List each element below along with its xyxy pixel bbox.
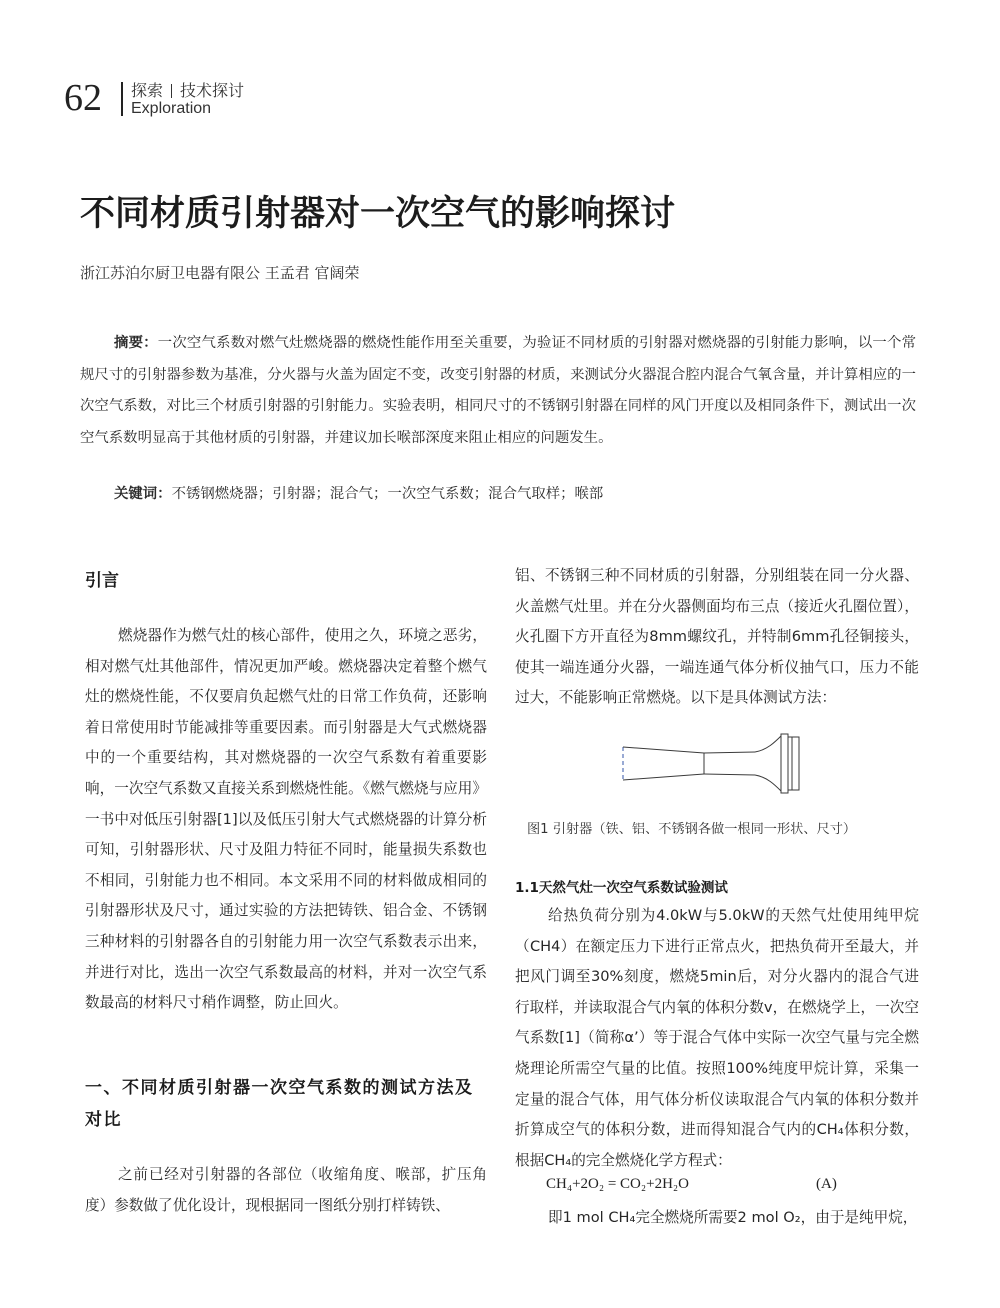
abstract-label: 摘要： xyxy=(114,335,158,351)
ejector-figure xyxy=(617,728,807,798)
keywords xyxy=(114,482,914,506)
subsection-body xyxy=(515,901,919,1176)
header-section-label: 探索 xyxy=(131,81,164,100)
section1-body xyxy=(85,1160,487,1221)
equation-tag: (A) xyxy=(816,1176,837,1192)
abstract-text: 一次空气系数对燃气灶燃烧器的燃烧性能作用至关重要，为验证不同材质的引射器对燃烧器的引射能力影响，以一个常规尺寸的引射器参数为基准，分火器与火盖为固定不变，改变引射器的材质，来测试分火器混合腔内混合气氧含量，并计算相应的一次空气系数，对比三个材质引射器的引射能力。实验表明，相同尺寸的不锈钢引射器在同样的风门开度以及相同条件下，测试出一次空气系数明显高于其他材质的引射器，并建议加长喉部深度来阻止相应的问题发生。 xyxy=(80,335,916,446)
chemical-equation: CH₄+2O₂ = CO₂+2H₂O xyxy=(546,1176,689,1192)
header-section-en: Exploration xyxy=(131,100,212,117)
article-authors: 浙江苏泊尔厨卫电器有限公 王孟君 官阔荣 xyxy=(80,264,360,282)
keywords-label: 关键词： xyxy=(114,486,172,502)
intro-heading: 引言 xyxy=(85,571,119,591)
header-section xyxy=(131,78,244,101)
continued-paragraph: 铝、不锈钢三种不同材质的引射器，分别组装在同一分火器、火盖燃气灶里。并在分火器侧面均布三点（接近火孔圈位置），火孔圈下方开直径为8mm螺纹孔，并特制6mm孔径铜接头，使其一端连通分火器，一端连通气体分析仪抽气口，压力不能过大，不能影响正常燃烧。以下是具体测试方法： xyxy=(515,567,919,707)
page-number: 62 xyxy=(64,77,102,119)
figure-caption: 图1 引射器（铁、铝、不锈钢各做一根同一形状、尺寸） xyxy=(527,822,857,837)
header-separator xyxy=(171,84,172,98)
section1-paragraph: 之前已经对引射器的各部位（收缩角度、喉部，扩压角度）参数做了优化设计，现根据同一图纸分别打样铸铁、 xyxy=(85,1166,487,1214)
intro-paragraph: 燃烧器作为燃气灶的核心部件，使用之久，环境之恶劣，相对燃气灶其他部件，情况更加严峻。燃烧器决定着整个燃气灶的燃烧性能，不仅要肩负起燃气灶的日常工作负荷，还影响着日常使用时节能减排等重要因素。而引射器是大气式燃烧器中的一个重要结构，其对燃烧器的一次空气系数有着重要影响，一次空气系数又直接关系到燃烧性能。《燃气燃烧与应用》一书中对低压引射器[1]以及低压引射大气式燃烧器的计算分析可知，引射器形状、尺寸及阻力特征不同时，能量损失系数也不相同，引射能力也不相同。本文采用不同的材料做成相同的引射器形状及尺寸，通过实验的方法把铸铁、铝合金、不锈钢三种材料的引射器各自的引射能力用一次空气系数表示出来，并进行对比，选出一次空气系数最高的材料，并对一次空气系数最高的材料尺寸稍作调整，防止回火。 xyxy=(85,627,487,1012)
subsection-paragraph: 给热负荷分别为4.0kW与5.0kW的天然气灶使用纯甲烷（CH4）在额定压力下进行正常点火，把热负荷开至最大，并把风门调至30%刻度，燃烧5min后，对分火器内的混合气进行取样，并读取混合气内氧的体积分数v，在燃烧学上，一次空气系数[1]（简称α’）等于混合气体中实际一次空气量与完全燃烧理论所需空气量的比值。按照100%纯度甲烷计算，采集一定量的混合气体，用气体分析仪读取混合气内氧的体积分数并折算成空气的体积分数，进而得知混合气内的CH₄体积分数，根据CH₄的完全燃烧化学方程式： xyxy=(515,907,919,1169)
intro-body xyxy=(85,621,487,1019)
final-line: 即1 mol CH₄完全燃烧所需要2 mol O₂，由于是纯甲烷， xyxy=(548,1209,918,1226)
subsection-heading: 1.1天然气灶一次空气系数试验测试 xyxy=(515,880,728,896)
right-continued-body xyxy=(515,561,919,714)
article-title: 不同材质引射器对一次空气的影响探讨 xyxy=(80,194,676,234)
abstract xyxy=(80,328,916,454)
header-subsection-label: 技术探讨 xyxy=(180,81,245,100)
section1-heading: 一、不同材质引射器一次空气系数的测试方法及对比 xyxy=(85,1078,474,1130)
header-divider xyxy=(121,82,123,116)
keywords-text: 不锈钢燃烧器；引射器；混合气；一次空气系数；混合气取样；喉部 xyxy=(171,486,604,502)
